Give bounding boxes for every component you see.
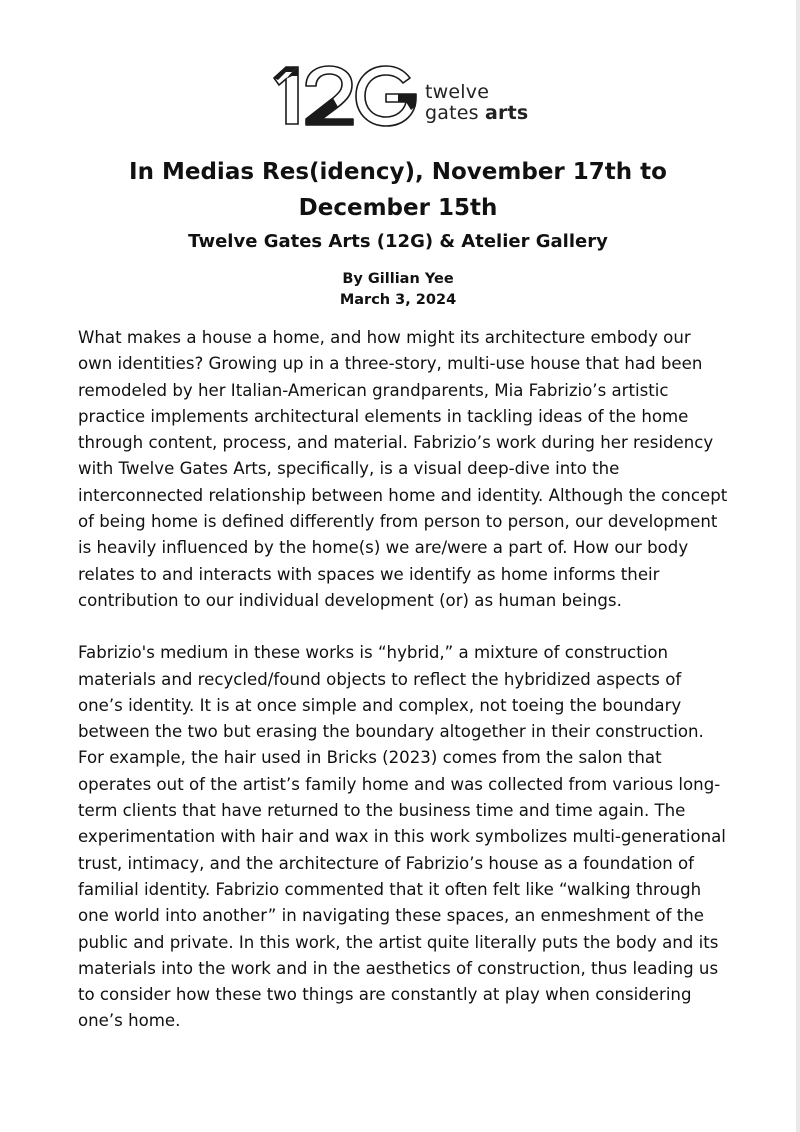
logo-word-arts: arts: [484, 102, 529, 124]
logo-wordmark: [425, 82, 528, 124]
body-paragraph-1: What makes a house a home, and how might its architecture embody our own identities? Growing up in a three-story, multi-use house that had been remodeled by her Italian-American grandparents, Mia Fabrizio’s artistic practice implements architectural elements in tackling ideas of the home through content, process, and material. Fabrizio’s work during her residency with Twelve Gates Arts, specifically, is a visual deep-dive into the interconnected relationship between home and identity. Although the concept of being home is defined differently from person to person, our development is heavily influenced by the home(s) we are/were a part of. How our body relates to and interacts with spaces we identify as home informs their contribution to our individual development (or) as human beings.: [78, 328, 728, 610]
logo-word-gates: gates: [425, 102, 485, 124]
twelve-gates-arts-logo: [270, 64, 530, 128]
article-body: [78, 325, 728, 1035]
page-edge-shadow: [796, 0, 800, 1132]
article-subtitle: Twelve Gates Arts (12G) & Atelier Gallery: [188, 231, 608, 252]
logo-word-gates-arts: [425, 103, 528, 124]
article-author: By Gillian Yee: [342, 271, 454, 287]
body-paragraph-2: Fabrizio's medium in these works is “hybrid,” a mixture of construction materials and recycled/found objects to reflect the hybridized aspects of one’s identity. It is at once simple and complex, not toeing the boundary between the two but erasing the boundary altogether in their construction. For example, the hair used in Bricks (2023) comes from the salon that operates out of the artist’s family home and was collected from various long-term clients that have returned to the business time and time again. The experimentation with hair and wax in this work symbolizes multi-generational trust, intimacy, and the architecture of Fabrizio’s house as a foundation of familial identity. Fabrizio commented that it often felt like “walking through one world into another” in navigating these spaces, an enmeshment of the public and private. In this work, the artist quite literally puts the body and its materials into the work and in the aesthetics of construction, thus leading us to consider how these two things are constantly at play when considering one’s home.: [78, 643, 726, 1031]
logo-12g-mark-icon: [270, 64, 420, 128]
article-byline: [100, 269, 696, 311]
article-title: In Medias Res(idency), November 17th to December 15th: [129, 159, 667, 221]
logo-word-twelve: twelve: [425, 81, 490, 103]
article-date: March 3, 2024: [339, 292, 457, 308]
